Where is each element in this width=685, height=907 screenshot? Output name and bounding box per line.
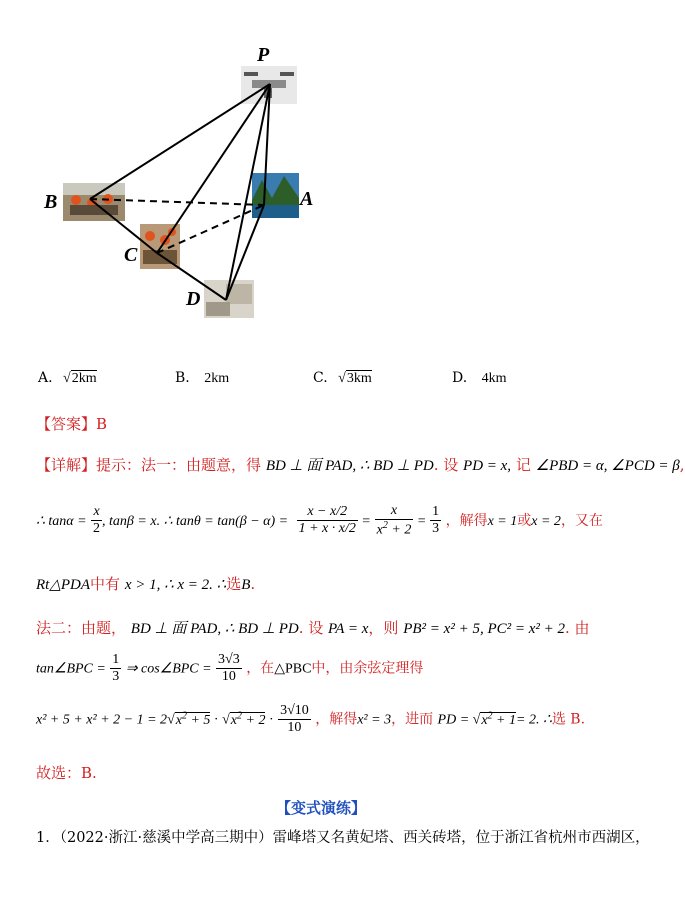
method2-line-3: $x^2 + 5 + x^2 + 2 - 1 = 2√x^2 + 5 \cdot √x^2 + 2$ · $\frac{3√10}{10}$ ，解得x² = 3，进而 PD = $√x^2 + 1= 2$. ∴选 B. xyxy=(36,703,586,735)
conclusion: 故选：B. xyxy=(36,764,97,782)
option-c: C. √3km xyxy=(313,370,372,386)
detail-line-2: ∴ tanα = $\frac{x}{2}$ , tanβ = x. ∴ tanθ = tan(β − α) = $\frac{x - x/2}{1 + x \cdot x/2}$ = $\frac{x}{x^2 + 2}$ = $\frac{1}{3}$ ，解得x = 1或x = 2，又在 xyxy=(36,503,603,538)
option-a: A. √2km xyxy=(38,370,97,386)
rescue-team-photo-c xyxy=(140,224,180,269)
pyramid-figure xyxy=(0,0,642,340)
detail-line-3: Rt△PDA中有 x > 1, ∴ x = 2. ∴选B. xyxy=(36,575,256,593)
option-b: B. 2km xyxy=(175,370,230,386)
label-d: D xyxy=(186,288,201,310)
next-problem: 1．（2022·浙江·慈溪中学高三期中）雷峰塔又名黄妃塔、西关砖塔，位于浙江省杭州市西湖区， xyxy=(36,830,650,846)
method2-line-1: 法二：由题， BD ⊥ 面 PAD, ∴ BD ⊥ PD. 设 PA = x，则 PB² = x² + 5, PC² = x² + 2. 由 xyxy=(36,619,590,637)
label-c: C xyxy=(124,244,138,266)
label-a: A xyxy=(300,188,314,210)
label-b: B xyxy=(44,191,58,213)
method2-line-2: tan∠BPC = $\frac{1}{3}$ ⇒ cos∠BPC = $\frac{3√3}{10}$ ，在△PBC中，由余弦定理得 xyxy=(36,652,424,684)
option-d: D. 4km xyxy=(452,370,507,386)
detail-line-1: 【详解】提示：法一：由题意，得 BD ⊥ 面 PAD, ∴ BD ⊥ PD. 设 PD = x, 记 ∠PBD = α, ∠PCD = β, xyxy=(36,456,685,474)
label-p: P xyxy=(257,44,270,66)
answer-line: 【答案】B xyxy=(36,415,108,433)
section-header: 【变式演练】 xyxy=(275,799,366,817)
lake-photo-a xyxy=(252,173,299,218)
